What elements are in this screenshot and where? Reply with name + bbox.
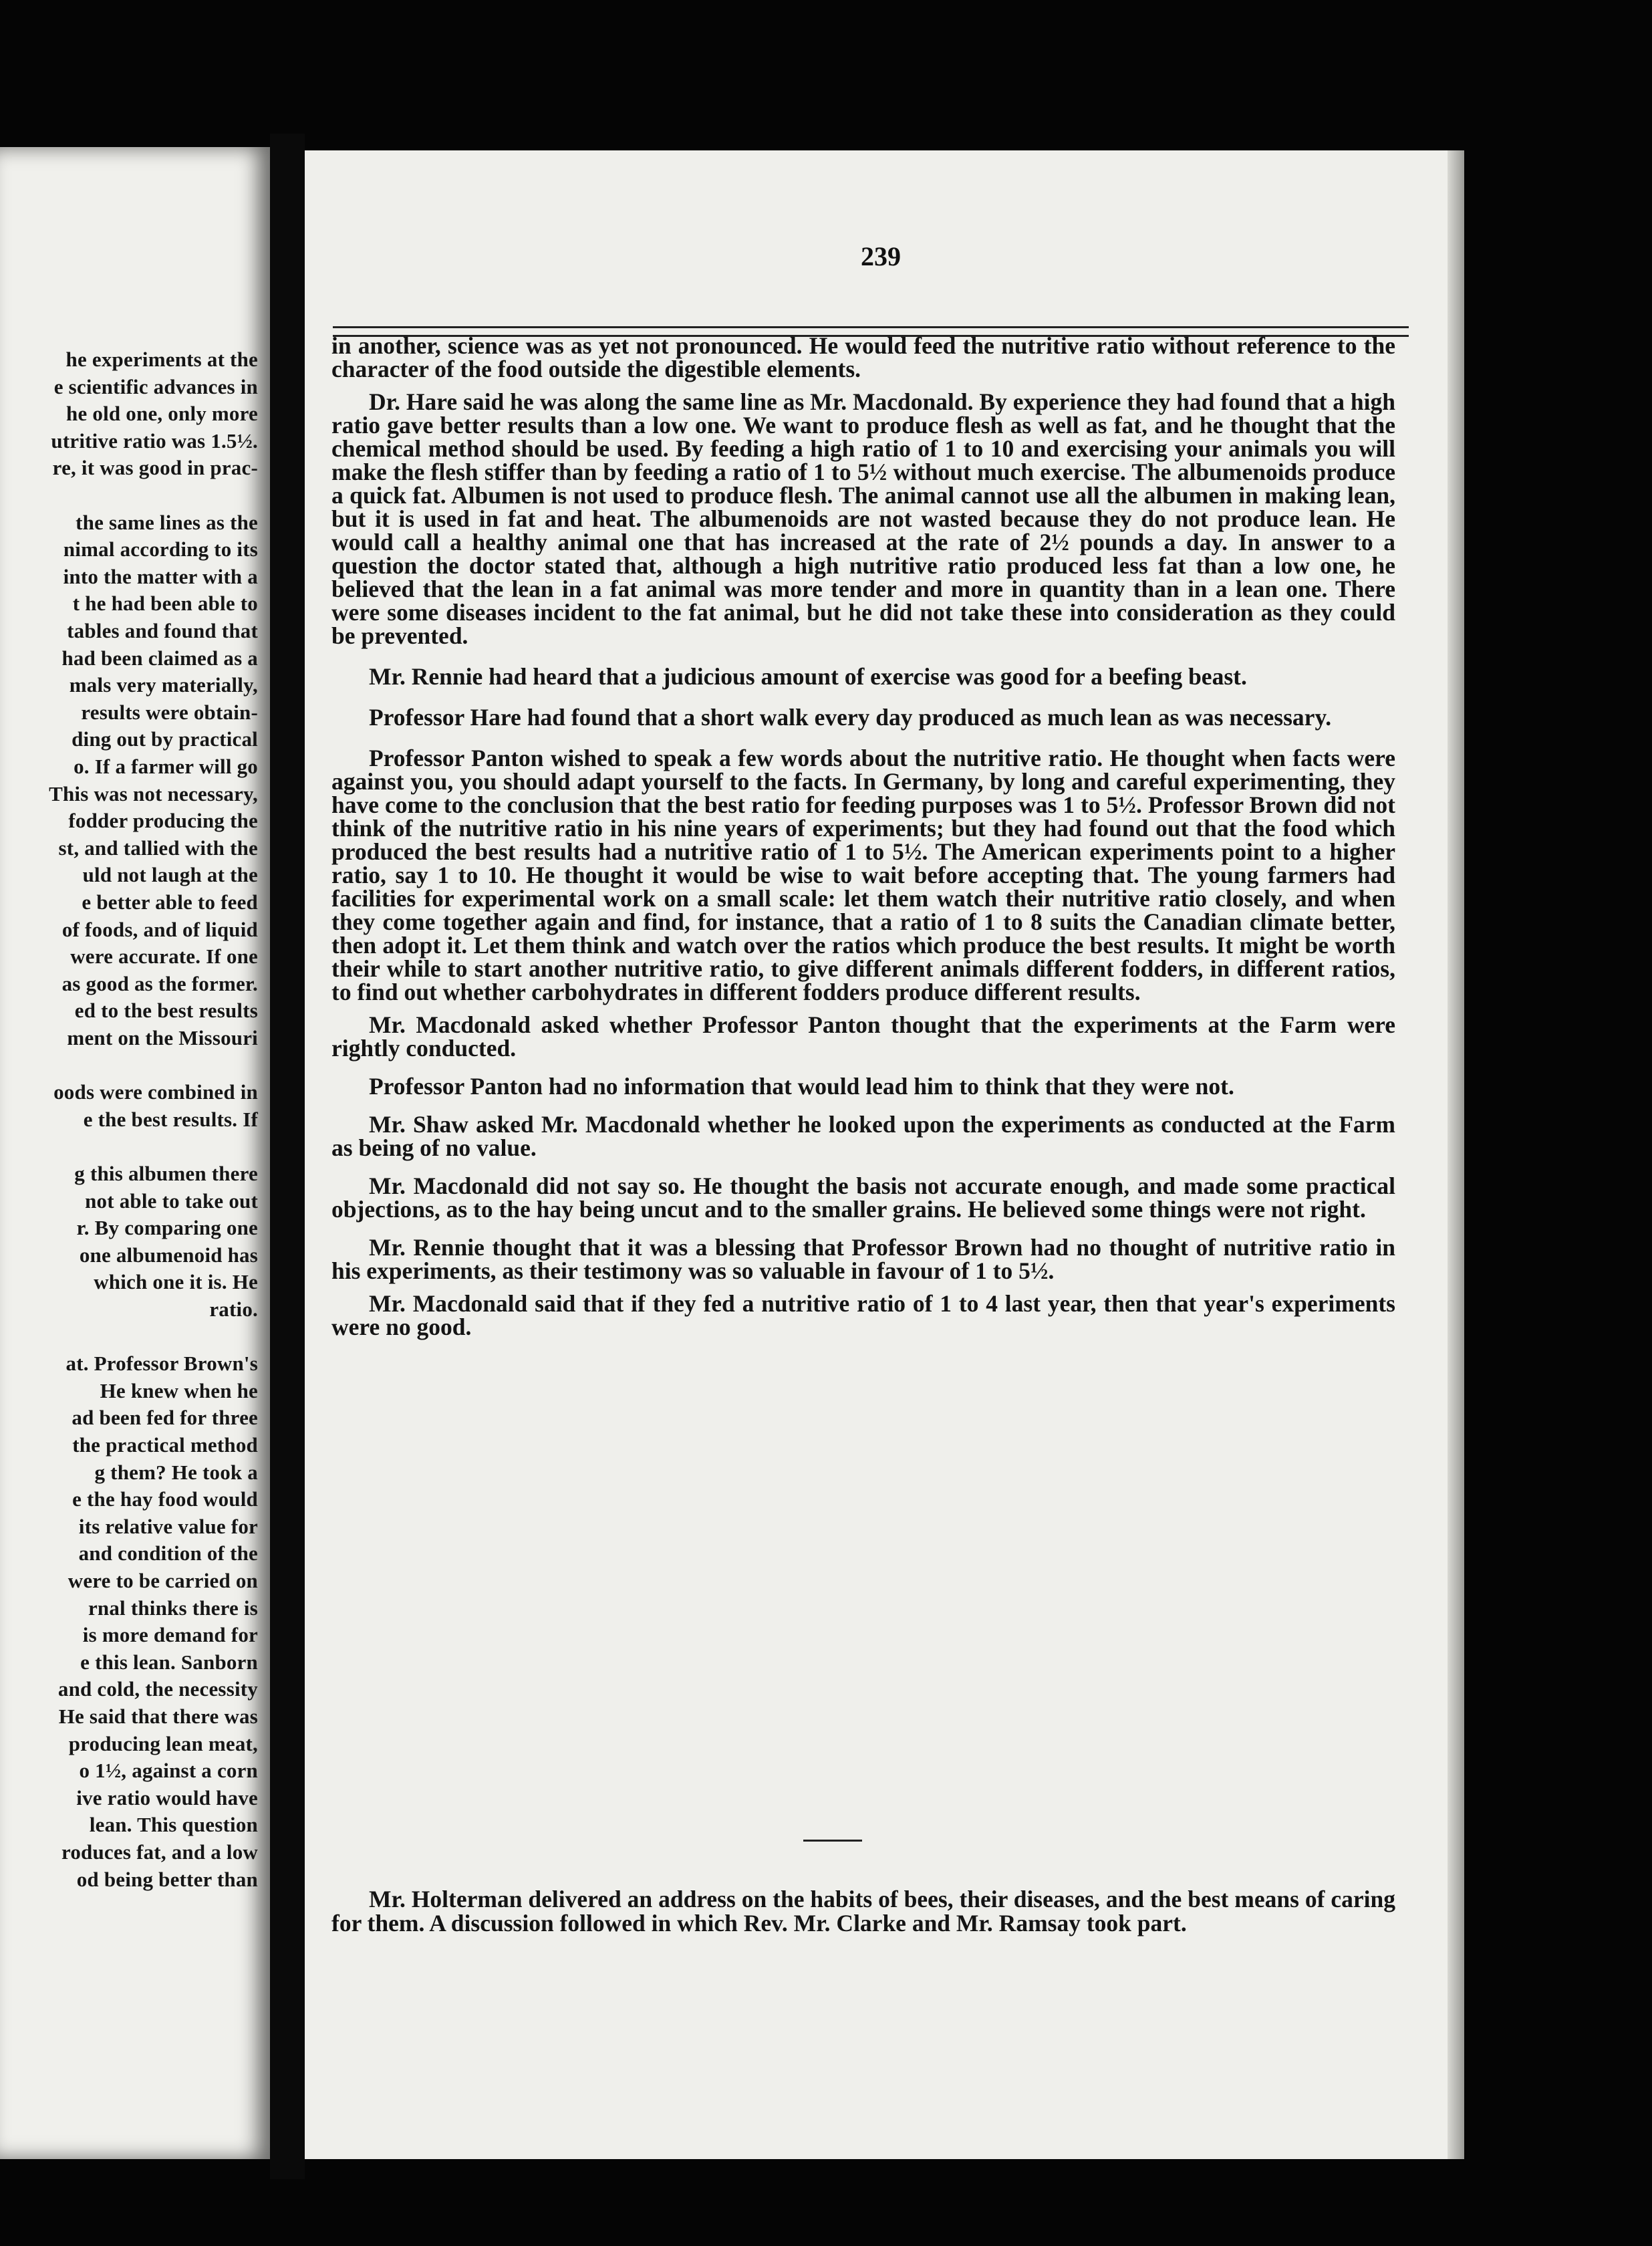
left-page-line: ment on the Missouri [67,1026,258,1049]
left-page-line: He said that there was [58,1705,258,1728]
left-page-line: of foods, and of liquid [61,917,258,941]
left-page-line: t he had been able to [72,592,258,616]
left-page-line: od being better than [76,1867,258,1891]
left-page-line: and condition of the [78,1541,258,1566]
paragraph: Dr. Hare said he was along the same line as Mr. Macdonald. By experience they had found that a high ratio gave better results than a low one. We want to produce flesh as well as fat, and he thought that the chemical method should be used. By feeding a high ratio of 1 to 10 and exercising your animals you will make the flesh stiffer than by feeding a ratio of 1 to 5½ without much exercise. The albumenoids produce a quick fat. Albumen is not used to produce flesh. The animal cannot use all the albumen in making lean, but it is used in fat and heat. The albumenoids are not wasted because they do not produce lean. He would call a healthy animal one that has increased at the rate of 2½ pounds a day. In answer to a question the doctor stated that, although a high nutritive ratio produced less fat than a low one, he believed that the lean in a fat animal was more tender and more in quantity than in a lean one. There were some diseases incident to the fat animal, but he did not take these into consideration as they could be prevented. [331,388,1395,649]
paragraph: Mr. Macdonald said that if they fed a nutritive ratio of 1 to 4 last year, then that year's experiments were no good. [331,1290,1395,1340]
left-page-line: producing lean meat, [68,1731,258,1755]
left-page-line: as good as the former. [61,971,258,995]
left-page-line: were to be carried on [67,1569,258,1592]
left-page-line: ad been fed for three [72,1406,258,1430]
left-page-line: e the hay food would [72,1487,258,1511]
left-page-line: g this albumen there [74,1162,258,1185]
left-page-line: ed to the best results [74,999,258,1023]
left-page-line: lean. This question [89,1813,258,1837]
left-page-line: the same lines as the [76,510,258,534]
paragraph: Mr. Shaw asked Mr. Macdonald whether he looked upon the experiments as conducted at the Farm as being of no value. [331,1111,1395,1161]
left-page-line: its relative value for [78,1514,258,1538]
paragraph: Professor Panton wished to speak a few words about the nutritive ratio. He thought when facts were against you, you should adapt yourself to the facts. In Germany, by long and careful experimenting, they have come to the conclusion that the best ratio for feeding purposes was 1 to 5½. Professor Brown did not think of the nutritive ratio in his nine years of experiments; but they had found out that the food which produced the best results had a nutritive ratio of 1 to 5½. The American experiments point to a higher ratio, say 1 to 10. He thought it would be wise to wait before accepting that. The young farmers had facilities for experimental work on a small scale: let them watch their nutritive ratio closely, and when they come together again and find, for instance, that a ratio of 1 to 8 suits the Canadian climate better, then adopt it. Let them think and watch over the ratios which produce the best results. It might be worth their while to start another nutritive ratio, to give different animals different fodders, in different ratios, to find out whether carbohydrates in different fodders produce different results. [331,745,1395,1005]
closing-paragraph: Mr. Holterman delivered an address on the habits of bees, their diseases, and the best means of caring for them. A discussion followed in which Rev. Mr. Clarke and Mr. Ramsay took part. [331,1886,1395,1937]
left-page-line: into the matter with a [63,564,258,588]
left-page-line: e the best results. If [83,1107,258,1131]
paragraph: in another, science was as yet not pronounced. He would feed the nutritive ratio without reference to the character of the food outside the digestible elements. [331,332,1395,382]
left-page-line: He knew when he [100,1378,258,1402]
body-text [331,334,1395,1339]
left-page-line: one albumenoid has [79,1243,258,1267]
left-page-line: had been claimed as a [61,646,258,670]
left-page-fragment [0,147,270,2159]
left-page-line: uld not laugh at the [82,863,258,887]
section-divider [803,1840,862,1842]
page-number: 239 [861,241,901,271]
left-page-line: st, and tallied with the [58,836,258,860]
left-page-line: is more demand for [82,1623,258,1647]
left-page-line: were accurate. If one [70,945,258,969]
left-page-line: and cold, the necessity [57,1677,258,1701]
left-page-line: e scientific advances in [53,374,258,398]
left-page-line: results were obtain- [81,700,258,724]
left-page-line: the practical method [72,1433,258,1457]
left-page-line: This was not necessary, [49,781,258,805]
left-page-line: roduces fat, and a low [61,1840,258,1864]
left-page-line: oods were combined in [53,1080,258,1104]
paragraph: Mr. Macdonald did not say so. He thought the basis not accurate enough, and made some practical objections, as to the hay being uncut and to the smaller grains. He believed some things were not right. [331,1172,1395,1223]
left-page-line: g them? He took a [94,1460,258,1484]
paragraph: Professor Hare had found that a short walk every day produced as much lean as was necessary. [369,704,1332,731]
paragraph: Mr. Macdonald asked whether Professor Panton thought that the experiments at the Farm were rightly conducted. [331,1011,1395,1062]
left-page-line: fodder producing the [68,809,258,833]
left-page-line: tables and found that [67,619,258,642]
left-page-line: r. By comparing one [76,1216,258,1240]
left-page-line: o. If a farmer will go [74,755,258,778]
left-page-line: not able to take out [85,1189,258,1213]
book-gutter [270,134,305,2179]
left-page-line: ive ratio would have [76,1785,258,1810]
left-page-line: e better able to feed [82,890,258,914]
paragraph: Professor Panton had no information that would lead him to think that they were not. [369,1073,1234,1100]
left-page-line: ratio. [209,1297,258,1321]
left-page-line: at. Professor Brown's [65,1352,258,1376]
left-page-line: mals very materially, [69,673,258,697]
left-page-line: re, it was good in prac- [52,456,258,480]
left-page-line: rnal thinks there is [88,1596,258,1620]
left-page-line: he old one, only more [66,402,258,426]
page-edge [1448,150,1464,2159]
left-page-line: which one it is. He [94,1270,258,1294]
left-page-line: nimal according to its [63,537,258,562]
paragraph: Mr. Rennie thought that it was a blessing that Professor Brown had no thought of nutritive ratio in his experiments, as their testimony was so valuable in favour of 1 to 5½. [331,1234,1395,1284]
left-page-line: e this lean. Sanborn [80,1650,258,1674]
left-page-line: ding out by practical [72,727,258,751]
left-page-line: o 1½, against a corn [79,1759,258,1783]
left-page-line: utritive ratio was 1.5½. [51,428,258,453]
paragraph: Mr. Rennie had heard that a judicious amount of exercise was good for a beefing beast. [369,663,1247,690]
left-page-line: he experiments at the [65,348,258,371]
